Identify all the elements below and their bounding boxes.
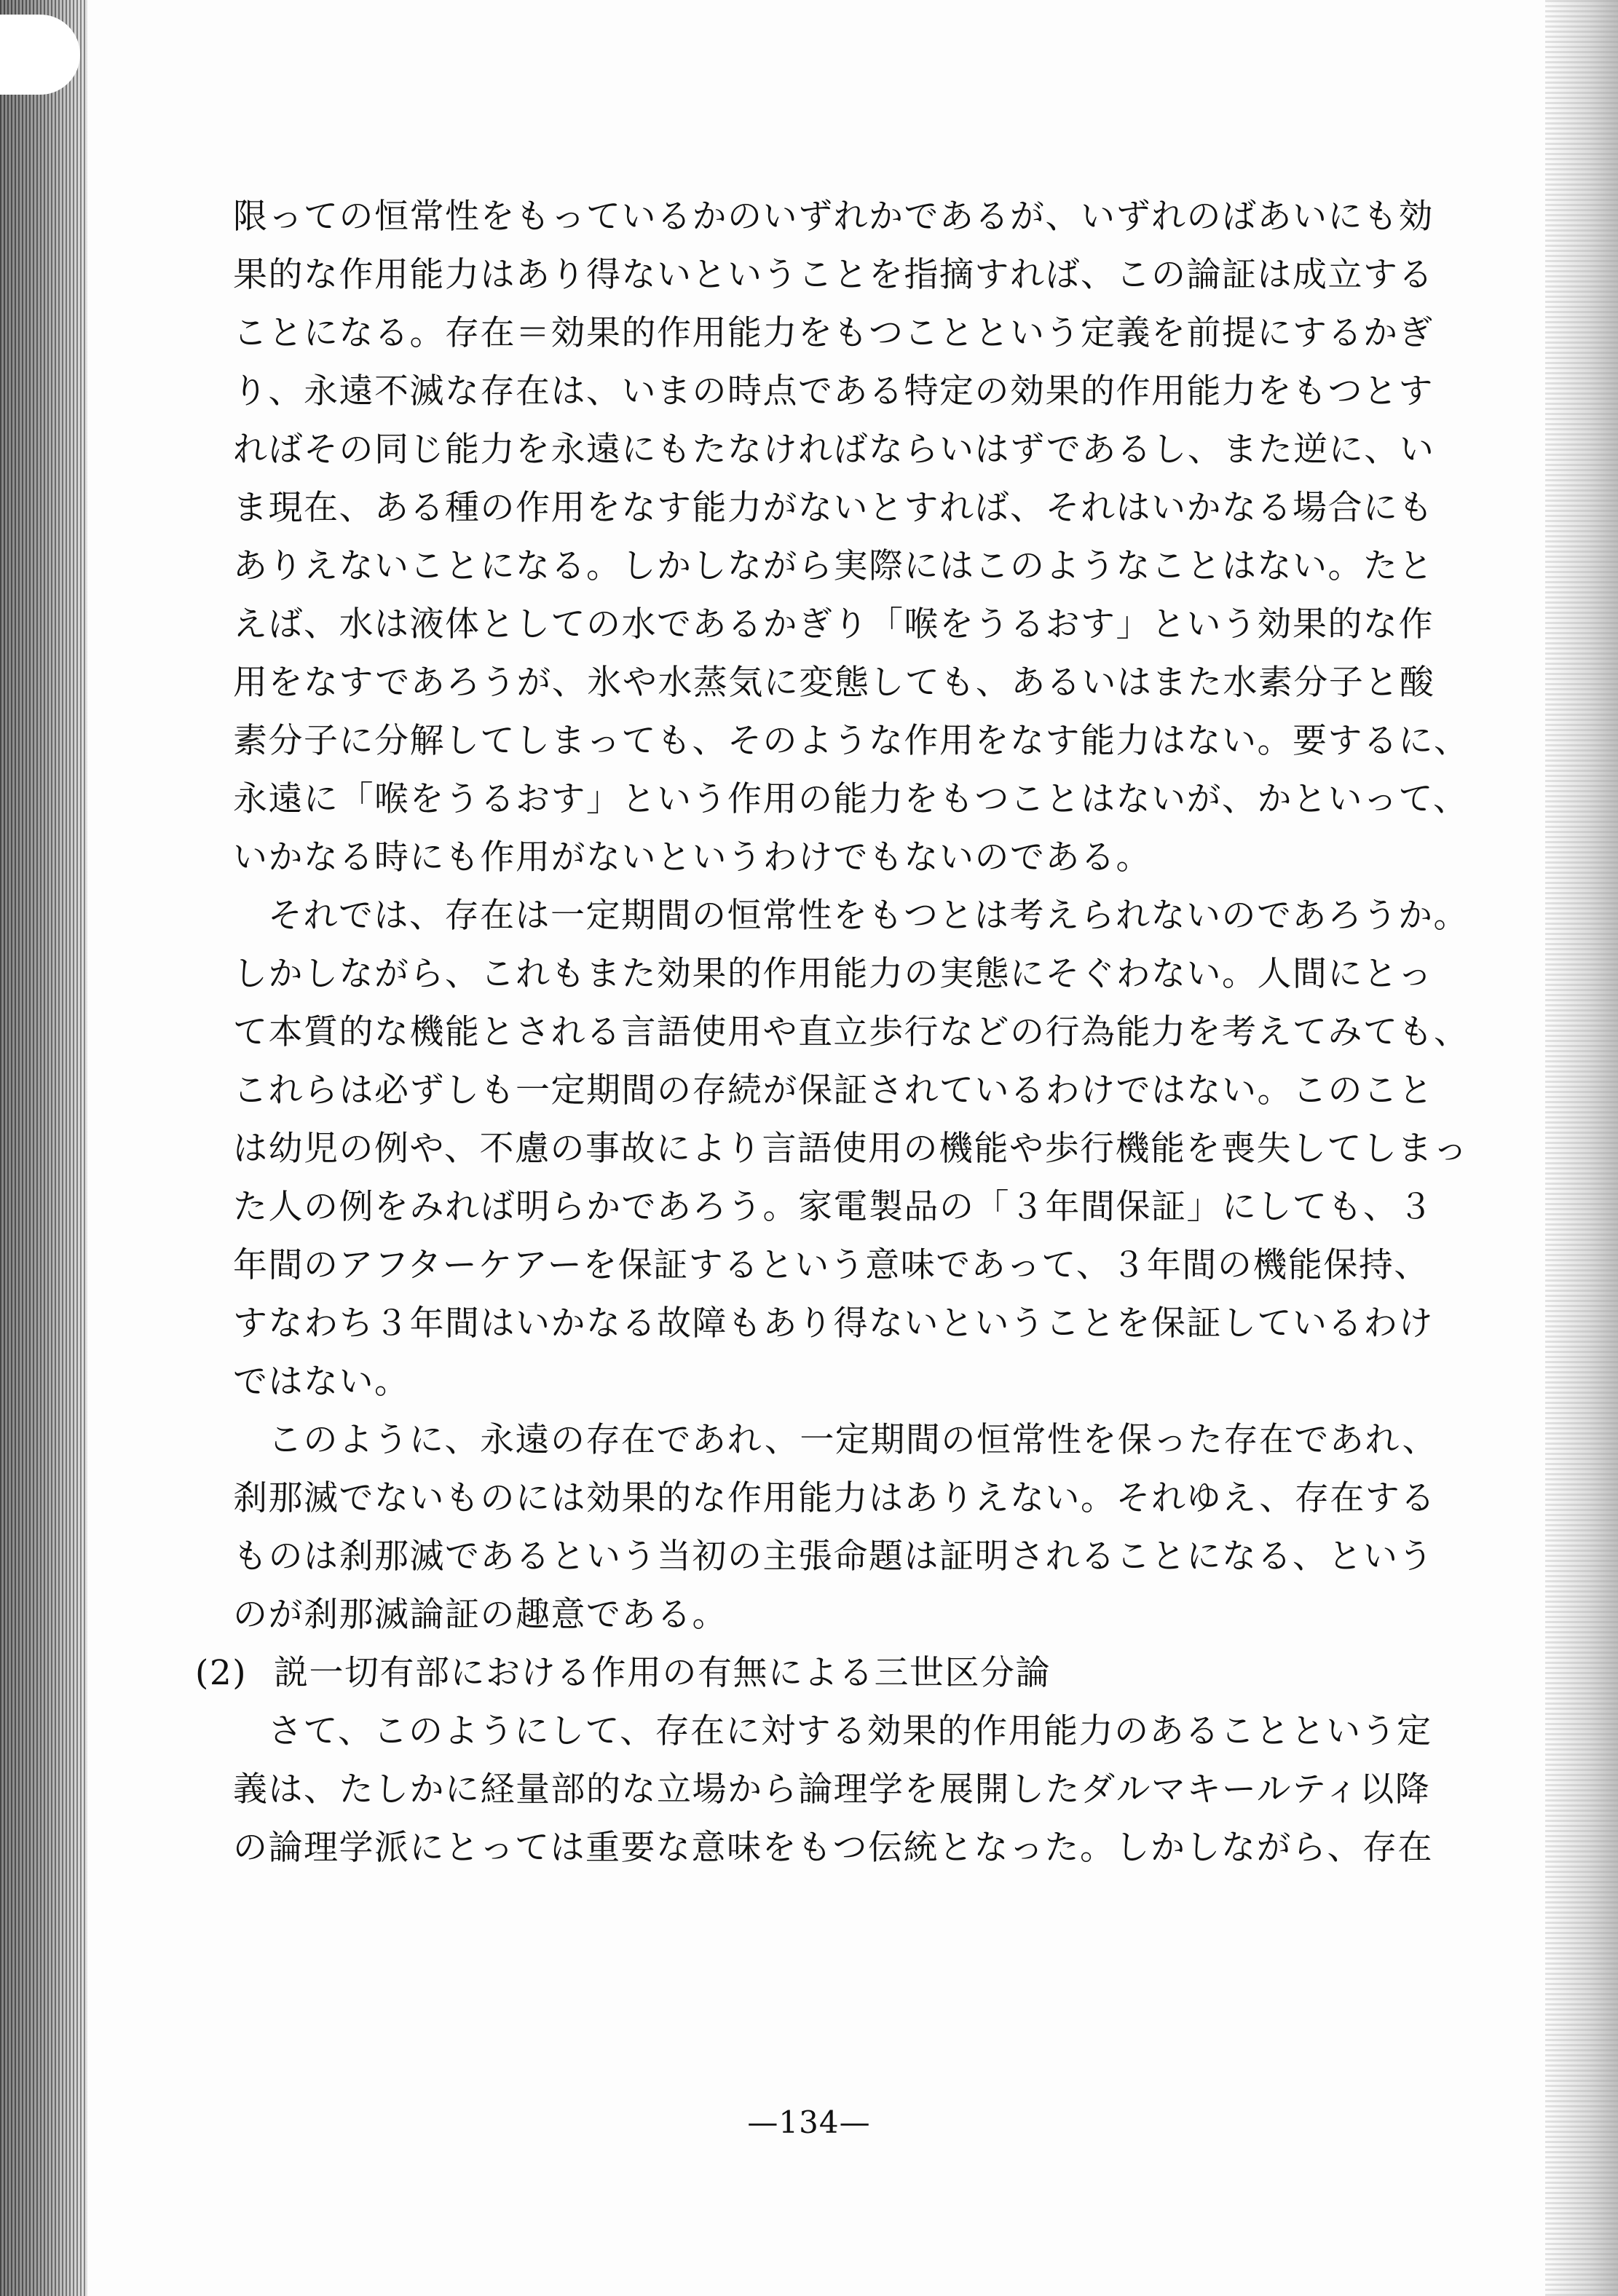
text-line: のが刹那滅論証の趣意である。 bbox=[233, 1595, 727, 1635]
text-line: ものは刹那滅であるという当初の主張命題は証明されることになる、という bbox=[233, 1536, 1434, 1577]
text-line: た人の例をみれば明らかであろう。家電製品の「３年間保証」にしても、３ bbox=[233, 1187, 1434, 1227]
section-heading bbox=[195, 1644, 1515, 1703]
text-line: 果的な作用能力はあり得ないということを指摘すれば、この論証は成立する bbox=[233, 255, 1434, 295]
text-line: ではない。 bbox=[233, 1362, 410, 1402]
page-number: —134— bbox=[747, 2104, 871, 2140]
scan-binding-hole bbox=[0, 15, 80, 95]
text-line: すなわち３年間はいかなる故障もあり得ないということを保証しているわけ bbox=[233, 1303, 1434, 1344]
text-line: て本質的な機能とされる言語使用や直立歩行などの行為能力を考えてみても、 bbox=[233, 1012, 1469, 1052]
text-line: 年間のアフターケアーを保証するという意味であって、３年間の機能保持、 bbox=[233, 1245, 1429, 1285]
section-number: (2) bbox=[195, 1653, 248, 1693]
paragraph-start-line: このように、永遠の存在であれ、一定期間の恒常性を保った存在であれ、 bbox=[268, 1420, 1438, 1460]
text-line: ことになる。存在＝効果的作用能力をもつことという定義を前提にするかぎ bbox=[233, 313, 1434, 353]
text-line: ればその同じ能力を永遠にもたなければならいはずであるし、また逆に、い bbox=[233, 430, 1435, 470]
text-line: り、永遠不滅な存在は、いまの時点である特定の効果的作用能力をもつとす bbox=[233, 371, 1434, 411]
text-line: 永遠に「喉をうるおす」という作用の能力をもつことはないが、かといって、 bbox=[233, 779, 1469, 819]
text-line: ありえないことになる。しかしながら実際にはこのようなことはない。たと bbox=[233, 546, 1434, 586]
text-line: いかなる時にも作用がないというわけでもないのである。 bbox=[233, 837, 1151, 877]
text-line: は幼児の例や、不慮の事故により言語使用の機能や歩行機能を喪失してしまっ bbox=[233, 1129, 1469, 1169]
text-line: しかしながら、これもまた効果的作用能力の実態にそぐわない。人間にとっ bbox=[233, 954, 1434, 994]
section-title: 説一切有部における作用の有無による三世区分論 bbox=[274, 1653, 1051, 1693]
paragraph-start-line: それでは、存在は一定期間の恒常性をもつとは考えられないのであろうか。 bbox=[268, 896, 1469, 936]
text-line: 義は、たしかに経量部的な立場から論理学を展開したダルマキールティ以降 bbox=[233, 1770, 1431, 1810]
text-line: 用をなすであろうが、氷や水蒸気に変態しても、あるいはまた水素分子と酸 bbox=[233, 663, 1435, 703]
text-line: 限っての恒常性をもっているかのいずれかであるが、いずれのばあいにも効 bbox=[233, 197, 1434, 237]
text-line: 素分子に分解してしまっても、そのような作用をなす能力はない。要するに、 bbox=[233, 721, 1469, 761]
page-body bbox=[195, 188, 1515, 1877]
text-line: ま現在、ある種の作用をなす能力がないとすれば、それはいかなる場合にも bbox=[233, 488, 1434, 528]
text-line: の論理学派にとっては重要な意味をもつ伝統となった。しかしながら、存在 bbox=[233, 1828, 1434, 1868]
text-line: えば、水は液体としての水であるかぎり「喉をうるおす」という効果的な作 bbox=[233, 604, 1434, 644]
paragraph-start-line: さて、このようにして、存在に対する効果的作用能力のあることという定 bbox=[268, 1711, 1432, 1751]
text-line: 刹那滅でないものには効果的な作用能力はありえない。それゆえ、存在する bbox=[233, 1478, 1436, 1518]
scan-edge-shadow-right bbox=[1545, 0, 1618, 2296]
text-line: これらは必ずしも一定期間の存続が保証されているわけではない。このこと bbox=[233, 1070, 1434, 1110]
scan-edge-shadow-left bbox=[0, 0, 87, 2296]
